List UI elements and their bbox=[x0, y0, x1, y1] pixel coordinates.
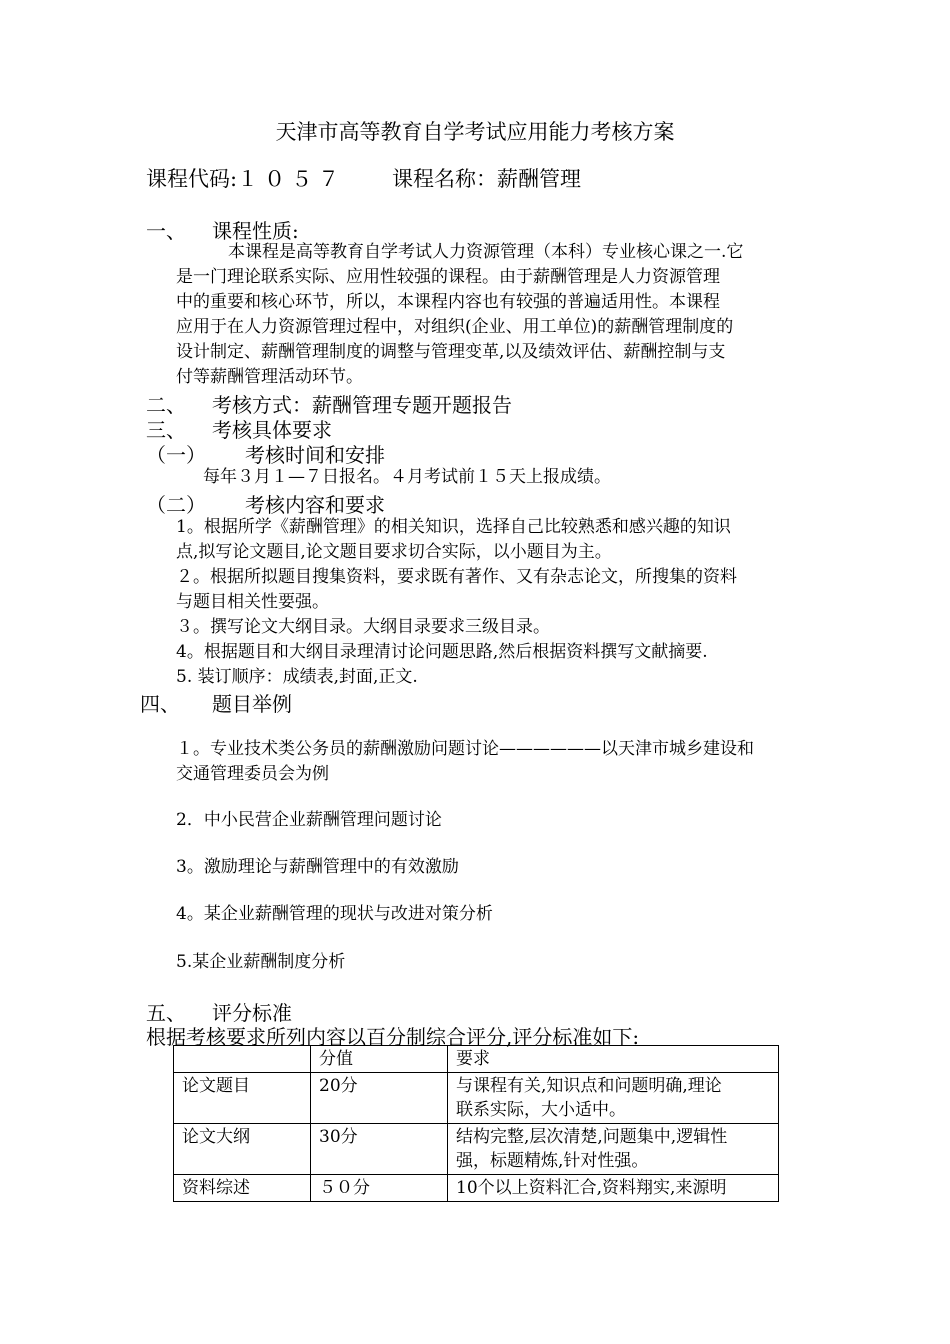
requirement-line: 强，标题精炼,针对性强。 bbox=[456, 1151, 649, 1171]
example-line: 4。某企业薪酬管理的现状与改进对策分析 bbox=[176, 904, 493, 924]
paragraph-line: 应用于在人力资源管理过程中，对组织(企业、用工单位)的薪酬管理制度的 bbox=[176, 317, 734, 337]
table-cell-item: 资料综述 bbox=[174, 1175, 311, 1202]
subsection-1-text: 每年３月１—７日报名。４月考试前１５天上报成绩。 bbox=[203, 467, 611, 487]
scoring-table bbox=[173, 1045, 779, 1202]
example-item bbox=[176, 808, 816, 833]
paragraph-line: 中的重要和核心环节，所以，本课程内容也有较强的普遍适用性。本课程 bbox=[176, 292, 720, 312]
section-3-title: 考核具体要求 bbox=[212, 418, 332, 442]
table-cell-item: 论文题目 bbox=[174, 1073, 311, 1124]
table-header-cell: 分值 bbox=[311, 1046, 448, 1073]
table-cell-score: ５０分 bbox=[311, 1175, 448, 1202]
table-row bbox=[174, 1124, 779, 1175]
section-1-number: 一、 bbox=[146, 219, 186, 243]
table-cell-score: 20分 bbox=[311, 1073, 448, 1124]
paragraph-line: 本课程是高等教育自学考试人力资源管理（本科）专业核心课之一.它 bbox=[228, 242, 744, 262]
section-4-number: 四、 bbox=[140, 692, 180, 716]
table-cell-score: 30分 bbox=[311, 1124, 448, 1175]
example-item bbox=[176, 737, 816, 787]
table-cell-requirement bbox=[448, 1175, 779, 1202]
section-1-title: 课程性质: bbox=[212, 219, 299, 243]
section-3-number: 三、 bbox=[146, 418, 186, 442]
subsection-1-title: 考核时间和安排 bbox=[245, 443, 385, 467]
example-line: １。专业技术类公务员的薪酬激励问题讨论——————以天津市城乡建设和 bbox=[176, 739, 754, 759]
section-2-title: 考核方式：薪酬管理专题开题报告 bbox=[212, 393, 512, 417]
requirement-line: 结构完整,层次清楚,问题集中,逻辑性 bbox=[456, 1127, 728, 1147]
subsection-2-title: 考核内容和要求 bbox=[245, 493, 385, 517]
section-4-title: 题目举例 bbox=[212, 692, 292, 716]
example-item bbox=[176, 902, 816, 927]
section-5-number: 五、 bbox=[146, 1001, 186, 1025]
table-row bbox=[174, 1073, 779, 1124]
course-code-label: 课程代码: bbox=[146, 167, 238, 191]
table-row bbox=[174, 1175, 779, 1202]
course-name-value: 薪酬管理 bbox=[497, 167, 581, 191]
table-cell-item: 论文大纲 bbox=[174, 1124, 311, 1175]
requirement-line: 联系实际，大小适中。 bbox=[456, 1100, 626, 1120]
requirement-line: 10个以上资料汇合,资料翔实,来源明 bbox=[456, 1178, 727, 1198]
example-line: 2．中小民营企业薪酬管理问题讨论 bbox=[176, 810, 442, 830]
document-title: 天津市高等教育自学考试应用能力考核方案 bbox=[275, 120, 675, 144]
example-line: 5.某企业薪酬制度分析 bbox=[176, 952, 346, 972]
requirement-item bbox=[176, 640, 816, 665]
table-header-cell: 要求 bbox=[448, 1046, 779, 1073]
section-5-title: 评分标准 bbox=[212, 1001, 292, 1025]
paragraph-line: 付等薪酬管理活动环节。 bbox=[176, 367, 363, 387]
course-name bbox=[392, 163, 581, 193]
requirement-line: 点,拟写论文题目,论文题目要求切合实际，以小题目为主。 bbox=[176, 542, 612, 562]
requirement-line: ３。撰写论文大纲目录。大纲目录要求三级目录。 bbox=[176, 617, 550, 637]
table-header-cell bbox=[174, 1046, 311, 1073]
section-1-paragraph bbox=[176, 240, 816, 390]
requirement-item bbox=[176, 615, 816, 640]
requirement-line: 4。根据题目和大纲目录理清讨论问题思路,然后根据资料撰写文献摘要. bbox=[176, 642, 708, 662]
example-item bbox=[176, 950, 816, 975]
example-line: 交通管理委员会为例 bbox=[176, 764, 329, 784]
requirement-item bbox=[176, 515, 816, 565]
example-item bbox=[176, 855, 816, 880]
requirement-line: 5. 装订顺序：成绩表,封面,正文. bbox=[176, 667, 418, 687]
table-header-row bbox=[174, 1046, 779, 1073]
subsection-2-number: （二） bbox=[146, 493, 206, 517]
section-5-intro: 根据考核要求所列内容以百分制综合评分,评分标准如下: bbox=[146, 1025, 640, 1049]
requirement-line: 与课程有关,知识点和问题明确,理论 bbox=[456, 1076, 722, 1096]
paragraph-line: 是一门理论联系实际、应用性较强的课程。由于薪酬管理是人力资源管理 bbox=[176, 267, 720, 287]
course-code bbox=[146, 163, 345, 193]
requirement-item bbox=[176, 565, 816, 615]
example-line: 3。激励理论与薪酬管理中的有效激励 bbox=[176, 857, 459, 877]
requirement-line: 与题目相关性要强。 bbox=[176, 592, 329, 612]
paragraph-line: 设计制定、薪酬管理制度的调整与管理变革,以及绩效评估、薪酬控制与支 bbox=[176, 342, 726, 362]
requirement-line: ２。根据所拟题目搜集资料，要求既有著作、又有杂志论文，所搜集的资料 bbox=[176, 567, 737, 587]
subsection-1-number: （一） bbox=[146, 443, 206, 467]
course-code-value: １０５７ bbox=[237, 167, 346, 191]
table-cell-requirement bbox=[448, 1124, 779, 1175]
requirement-item bbox=[176, 665, 816, 690]
requirement-line: 1。根据所学《薪酬管理》的相关知识，选择自己比较熟悉和感兴趣的知识 bbox=[176, 517, 731, 537]
course-name-label: 课程名称： bbox=[392, 167, 497, 191]
section-2-number: 二、 bbox=[146, 393, 186, 417]
table-cell-requirement bbox=[448, 1073, 779, 1124]
